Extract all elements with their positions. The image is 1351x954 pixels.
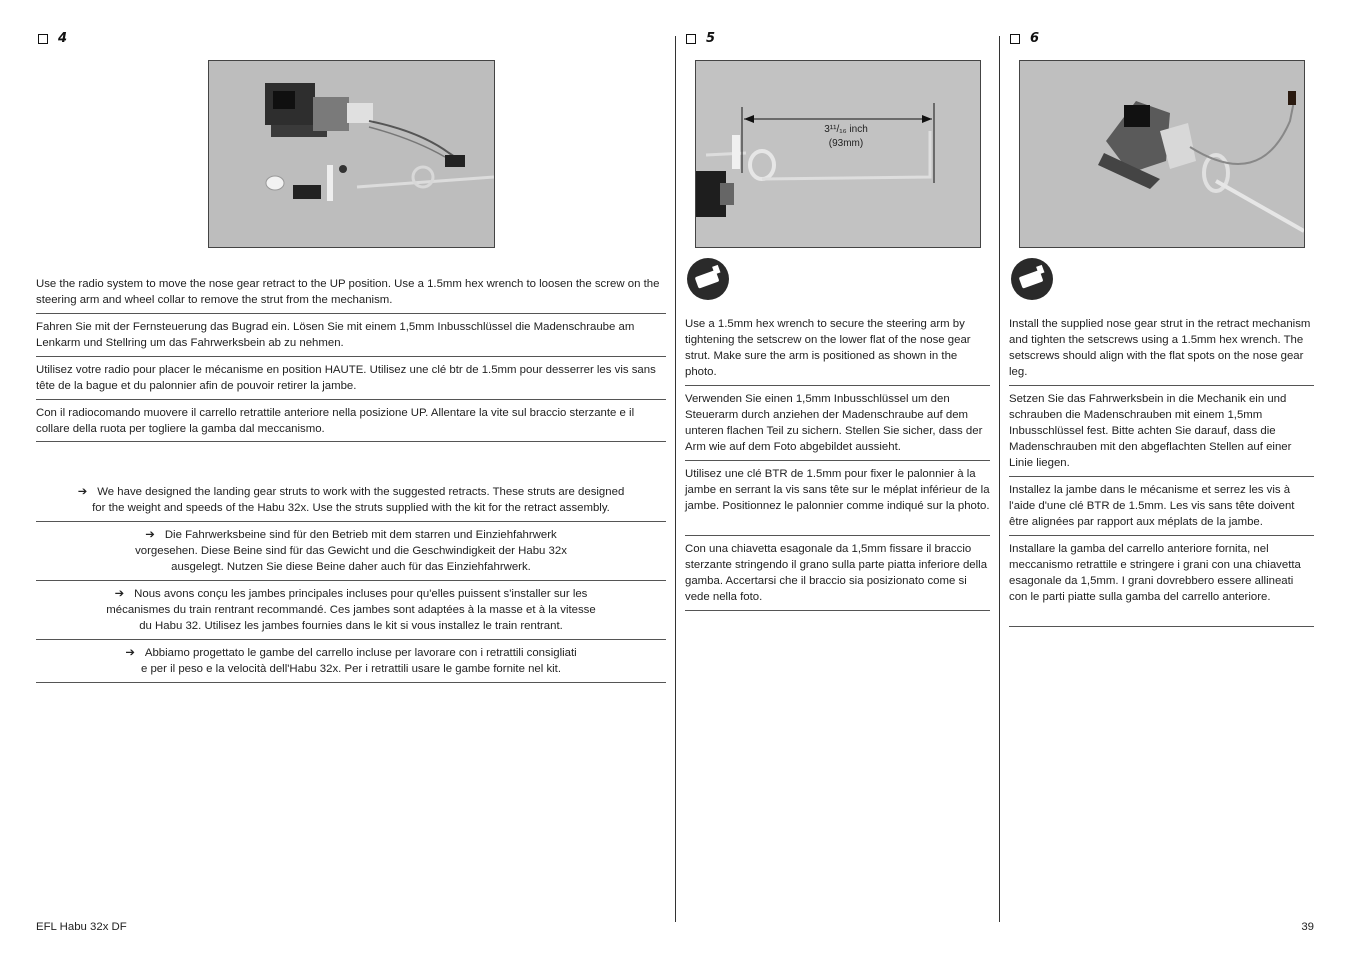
right-arrow-icon: ➔ — [125, 647, 135, 659]
step-6-text-en: Install the supplied nose gear strut in the retract mechanism and tighten the setscrews using a 1.5mm hex wrench. The setscrews should align with the flat spots on the nose gear leg. — [1009, 318, 1311, 378]
step-5-photo — [695, 60, 981, 248]
step-6-text-de: Setzen Sie das Fahrwerksbein in die Mechanik ein und schrauben die Madenschrauben mit einem 1,5mm Inbusschlüssel fest. Bitte achten Sie darauf, dass die Madenschrauben mit den abgeflachten Stellen auf einer Linie liegen. — [1009, 393, 1292, 469]
divider — [1009, 476, 1314, 477]
dimension-label: 3¹¹/₁₆ inch (93mm) — [824, 124, 868, 149]
divider — [1009, 385, 1314, 386]
step-5-text-en: Use a 1.5mm hex wrench to secure the steering arm by tightening the setscrew on the lower flat of the nose gear strut. Make sure the arm is positioned as shown in the photo. — [685, 318, 971, 378]
divider — [36, 441, 666, 442]
divider — [36, 399, 666, 400]
divider — [685, 385, 990, 386]
step-4-text-de: Fahren Sie mit der Fernsteuerung das Bugrad ein. Lösen Sie mit einem 1,5mm Inbusschlüssel die Madenschraube am Lenkarm und Stellring um das Fahrwerksbein ab zu nehmen. — [36, 321, 635, 349]
step-number: 4 — [58, 31, 68, 46]
step-4-text-en: Use the radio system to move the nose gear retract to the UP position. Use a 1.5mm hex wrench to loosen the screw on the steering arm and wheel collar to remove the strut from the mechanism. — [36, 278, 660, 306]
divider — [1009, 535, 1314, 536]
checkbox-icon[interactable] — [38, 34, 48, 44]
note-de: ➔ Die Fahrwerksbeine sind für den Betrieb mit dem starren und Einziehfahrwerk vorgesehen. Diese Beine sind für das Gewicht und die Geschwindigkeit der Habu 32x ausgelegt. Nutzen Sie diese Beine daher auch für das Einziehfahrwerk. — [135, 529, 567, 573]
step-4-heading — [38, 31, 67, 46]
right-arrow-icon: ➔ — [77, 486, 88, 498]
divider — [36, 313, 666, 314]
step-5-heading — [686, 31, 715, 46]
checkbox-icon[interactable] — [1010, 34, 1020, 44]
step-5-text-de: Verwenden Sie einen 1,5mm Inbusschlüssel um den Steuerarm durch anziehen der Madenschraube auf dem unteren flachen Teil zu sichern. Stellen Sie sicher, dass der Arm wie auf dem Foto abgebildet aussieht. — [685, 393, 983, 453]
page-number: 39 — [1301, 921, 1314, 933]
divider — [36, 639, 666, 640]
divider — [685, 535, 990, 536]
step-4-text-fr: Utilisez votre radio pour placer le mécanisme en position HAUTE. Utilisez une clé btr de 1.5mm pour desserrer les vis sans tête de la bague et du palonnier afin de pouvoir retirer la jambe. — [36, 364, 656, 392]
footer-title: EFL Habu 32x DF — [36, 921, 127, 933]
step-5-text-it: Con una chiavetta esagonale da 1,5mm fissare il braccio sterzante stringendo il grano sulla parte piatta inferiore della gamba. Accertarsi che il braccio sia posizionato come si vede nella foto. — [685, 543, 988, 603]
step-6-photo — [1019, 60, 1305, 248]
threadlock-tube-icon — [1010, 257, 1054, 301]
right-arrow-icon: ➔ — [145, 529, 155, 541]
threadlock-tube-icon — [686, 257, 730, 301]
step-number: 6 — [1030, 31, 1040, 46]
divider — [1009, 626, 1314, 627]
step-6-text-fr: Installez la jambe dans le mécanisme et serrez les vis à l'aide d'une clé BTR de 1.5mm. Les vis sans tête doivent être alignées par rapport aux méplats de la jambe. — [1009, 484, 1295, 528]
step-4-photo — [208, 60, 495, 248]
divider — [36, 580, 666, 581]
column-separator — [675, 36, 676, 922]
note-en: ➔ We have designed the landing gear struts to work with the suggested retracts. These struts are designed for the weight and speeds of the Habu 32x. Use the struts supplied with the kit for the retract assembly. — [77, 486, 625, 514]
divider — [36, 356, 666, 357]
note-fr: ➔ Nous avons conçu les jambes principales incluses pour qu'elles puissent s'installer sur les mécanismes du train rentrant recommandé. Ces jambes sont adaptées à la masse et à la vitesse du Habu 32. Utilisez les jambes fournies dans le kit si vous installez le train rentrant. — [106, 588, 596, 632]
divider — [685, 610, 990, 611]
divider — [685, 460, 990, 461]
step-4-text-it: Con il radiocomando muovere il carrello retrattile anteriore nella posizione UP. Allentare la vite sul braccio sterzante e il collare della ruota per togliere la gamba dal meccanismo. — [36, 407, 635, 435]
checkbox-icon[interactable] — [686, 34, 696, 44]
right-arrow-icon: ➔ — [114, 588, 125, 600]
step-5-text-fr: Utilisez une clé BTR de 1.5mm pour fixer le palonnier à la jambe en serrant la vis sans tête sur le méplat inférieur de la jambe. Positionnez le palonnier comme indiqué sur la photo. — [685, 468, 990, 512]
step-6-text-it: Installare la gamba del carrello anteriore fornita, nel meccanismo retrattile e stringere i grani con una chiavetta esagonale da 1,5mm. I grani dovrebbero essere allineati con le parti piatte sulla gamba del carrello anteriore. — [1009, 543, 1301, 603]
note-it: ➔ Abbiamo progettato le gambe del carrello incluse per lavorare con i retrattili consigliati e per il peso e la velocità dell'Habu 32x. Per i retrattili usare le gambe fornite nel kit. — [125, 647, 577, 675]
step-6-heading — [1010, 31, 1039, 46]
step-number: 5 — [706, 31, 716, 46]
divider — [36, 521, 666, 522]
divider — [36, 682, 666, 683]
column-separator — [999, 36, 1000, 922]
